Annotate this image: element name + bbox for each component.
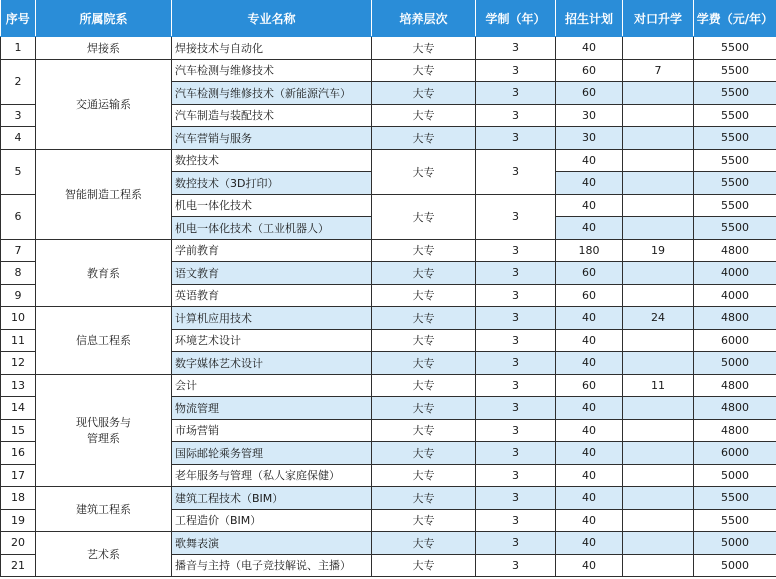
cell-level: 大专 <box>372 104 476 127</box>
cell-fee: 4000 <box>694 262 776 285</box>
cell-years: 3 <box>476 37 556 60</box>
cell-level: 大专 <box>372 374 476 397</box>
cell-department: 建筑工程系 <box>36 487 172 532</box>
cell-plan: 40 <box>556 352 623 375</box>
cell-years: 3 <box>476 329 556 352</box>
cell-plan: 40 <box>556 194 623 217</box>
cell-plan: 40 <box>556 172 623 195</box>
table-row <box>1 37 776 60</box>
cell-fee: 5500 <box>694 217 776 240</box>
cell-plan: 40 <box>556 554 623 577</box>
cell-seq: 16 <box>1 442 36 465</box>
cell-years: 3 <box>476 464 556 487</box>
table-row <box>1 59 776 82</box>
cell-fee: 6000 <box>694 442 776 465</box>
cell-seq: 4 <box>1 127 36 150</box>
cell-seq: 5 <box>1 149 36 194</box>
header-duikou: 对口升学 <box>623 0 694 37</box>
cell-fee: 5000 <box>694 554 776 577</box>
table-row <box>1 374 776 397</box>
cell-plan: 60 <box>556 262 623 285</box>
cell-seq: 7 <box>1 239 36 262</box>
table-row <box>1 239 776 262</box>
cell-years: 3 <box>476 352 556 375</box>
cell-fee: 5500 <box>694 59 776 82</box>
cell-major: 歌舞表演 <box>172 532 372 555</box>
cell-plan: 40 <box>556 464 623 487</box>
cell-department: 焊接系 <box>36 37 172 60</box>
cell-fee: 5000 <box>694 532 776 555</box>
cell-major: 播音与主持（电子竞技解说、主播） <box>172 554 372 577</box>
cell-seq: 14 <box>1 397 36 420</box>
cell-seq: 19 <box>1 509 36 532</box>
cell-plan: 40 <box>556 149 623 172</box>
cell-major: 数字媒体艺术设计 <box>172 352 372 375</box>
cell-plan: 40 <box>556 509 623 532</box>
cell-level: 大专 <box>372 59 476 82</box>
cell-level: 大专 <box>372 307 476 330</box>
cell-fee: 5500 <box>694 37 776 60</box>
cell-fee: 5500 <box>694 82 776 105</box>
cell-level: 大专 <box>372 82 476 105</box>
cell-major: 市场营销 <box>172 419 372 442</box>
cell-years: 3 <box>476 59 556 82</box>
cell-plan: 60 <box>556 82 623 105</box>
cell-level: 大专 <box>372 509 476 532</box>
cell-years: 3 <box>476 442 556 465</box>
table-row <box>1 149 776 172</box>
cell-duikou <box>623 104 694 127</box>
cell-plan: 40 <box>556 217 623 240</box>
cell-level: 大专 <box>372 37 476 60</box>
cell-level: 大专 <box>372 329 476 352</box>
cell-fee: 5500 <box>694 127 776 150</box>
cell-duikou <box>623 149 694 172</box>
cell-years: 3 <box>476 487 556 510</box>
cell-major: 汽车检测与维修技术 <box>172 59 372 82</box>
cell-plan: 40 <box>556 307 623 330</box>
cell-level: 大专 <box>372 532 476 555</box>
cell-seq: 12 <box>1 352 36 375</box>
cell-duikou <box>623 554 694 577</box>
cell-duikou <box>623 172 694 195</box>
cell-major: 焊接技术与自动化 <box>172 37 372 60</box>
cell-plan: 40 <box>556 419 623 442</box>
cell-plan: 180 <box>556 239 623 262</box>
header-years: 学制（年） <box>476 0 556 37</box>
cell-years: 3 <box>476 397 556 420</box>
cell-major: 学前教育 <box>172 239 372 262</box>
cell-duikou <box>623 284 694 307</box>
cell-department: 智能制造工程系 <box>36 149 172 239</box>
cell-seq: 11 <box>1 329 36 352</box>
header-plan: 招生计划 <box>556 0 623 37</box>
cell-years: 3 <box>476 284 556 307</box>
cell-fee: 5500 <box>694 104 776 127</box>
cell-fee: 4000 <box>694 284 776 307</box>
cell-plan: 40 <box>556 442 623 465</box>
cell-fee: 5500 <box>694 172 776 195</box>
cell-major: 建筑工程技术（BIM） <box>172 487 372 510</box>
cell-years: 3 <box>476 554 556 577</box>
cell-years: 3 <box>476 374 556 397</box>
cell-major: 汽车营销与服务 <box>172 127 372 150</box>
cell-major: 会计 <box>172 374 372 397</box>
cell-years: 3 <box>476 194 556 239</box>
cell-major: 环境艺术设计 <box>172 329 372 352</box>
cell-seq: 2 <box>1 59 36 104</box>
cell-level: 大专 <box>372 397 476 420</box>
cell-department: 教育系 <box>36 239 172 307</box>
cell-major: 机电一体化技术（工业机器人） <box>172 217 372 240</box>
table-row <box>1 487 776 510</box>
cell-duikou: 19 <box>623 239 694 262</box>
cell-level: 大专 <box>372 487 476 510</box>
cell-duikou <box>623 397 694 420</box>
cell-plan: 40 <box>556 487 623 510</box>
cell-major: 语文教育 <box>172 262 372 285</box>
cell-level: 大专 <box>372 464 476 487</box>
cell-seq: 9 <box>1 284 36 307</box>
cell-duikou <box>623 329 694 352</box>
cell-plan: 40 <box>556 37 623 60</box>
header-seq: 序号 <box>1 0 36 37</box>
cell-major: 物流管理 <box>172 397 372 420</box>
cell-level: 大专 <box>372 419 476 442</box>
cell-duikou <box>623 37 694 60</box>
cell-duikou <box>623 82 694 105</box>
cell-seq: 8 <box>1 262 36 285</box>
cell-years: 3 <box>476 239 556 262</box>
table-row <box>1 307 776 330</box>
cell-duikou: 24 <box>623 307 694 330</box>
cell-seq: 10 <box>1 307 36 330</box>
cell-duikou <box>623 127 694 150</box>
cell-department: 现代服务与管理系 <box>36 374 172 487</box>
cell-seq: 6 <box>1 194 36 239</box>
cell-duikou <box>623 464 694 487</box>
cell-fee: 4800 <box>694 374 776 397</box>
cell-duikou: 7 <box>623 59 694 82</box>
cell-level: 大专 <box>372 262 476 285</box>
cell-department: 信息工程系 <box>36 307 172 375</box>
cell-duikou <box>623 509 694 532</box>
table-header-row <box>1 0 776 37</box>
table-row <box>1 532 776 555</box>
cell-department: 艺术系 <box>36 532 172 577</box>
cell-duikou <box>623 487 694 510</box>
cell-fee: 5000 <box>694 352 776 375</box>
cell-years: 3 <box>476 127 556 150</box>
cell-major: 计算机应用技术 <box>172 307 372 330</box>
cell-level: 大专 <box>372 284 476 307</box>
cell-seq: 3 <box>1 104 36 127</box>
cell-duikou: 11 <box>623 374 694 397</box>
cell-seq: 15 <box>1 419 36 442</box>
cell-duikou <box>623 532 694 555</box>
header-fee: 学费（元/年） <box>694 0 776 37</box>
cell-duikou <box>623 442 694 465</box>
cell-duikou <box>623 194 694 217</box>
header-major: 专业名称 <box>172 0 372 37</box>
cell-major: 数控技术（3D打印） <box>172 172 372 195</box>
cell-seq: 21 <box>1 554 36 577</box>
cell-level: 大专 <box>372 352 476 375</box>
cell-level: 大专 <box>372 239 476 262</box>
cell-department: 交通运输系 <box>36 59 172 149</box>
cell-major: 汽车制造与装配技术 <box>172 104 372 127</box>
cell-level: 大专 <box>372 127 476 150</box>
cell-fee: 5500 <box>694 509 776 532</box>
cell-fee: 5000 <box>694 464 776 487</box>
cell-fee: 4800 <box>694 307 776 330</box>
cell-plan: 30 <box>556 127 623 150</box>
cell-seq: 17 <box>1 464 36 487</box>
cell-duikou <box>623 352 694 375</box>
cell-major: 工程造价（BIM） <box>172 509 372 532</box>
cell-level: 大专 <box>372 442 476 465</box>
cell-duikou <box>623 262 694 285</box>
cell-duikou <box>623 217 694 240</box>
cell-plan: 60 <box>556 284 623 307</box>
cell-plan: 60 <box>556 59 623 82</box>
cell-years: 3 <box>476 307 556 330</box>
cell-years: 3 <box>476 509 556 532</box>
cell-fee: 5500 <box>694 487 776 510</box>
cell-level: 大专 <box>372 194 476 239</box>
cell-years: 3 <box>476 82 556 105</box>
cell-years: 3 <box>476 262 556 285</box>
cell-level: 大专 <box>372 554 476 577</box>
cell-years: 3 <box>476 532 556 555</box>
cell-fee: 4800 <box>694 397 776 420</box>
cell-seq: 13 <box>1 374 36 397</box>
cell-fee: 4800 <box>694 419 776 442</box>
cell-major: 国际邮轮乘务管理 <box>172 442 372 465</box>
cell-level: 大专 <box>372 149 476 194</box>
cell-major: 机电一体化技术 <box>172 194 372 217</box>
cell-seq: 18 <box>1 487 36 510</box>
header-level: 培养层次 <box>372 0 476 37</box>
cell-duikou <box>623 419 694 442</box>
cell-fee: 5500 <box>694 149 776 172</box>
cell-major: 数控技术 <box>172 149 372 172</box>
cell-seq: 1 <box>1 37 36 60</box>
cell-plan: 40 <box>556 329 623 352</box>
header-department: 所属院系 <box>36 0 172 37</box>
cell-plan: 60 <box>556 374 623 397</box>
cell-plan: 30 <box>556 104 623 127</box>
cell-plan: 40 <box>556 532 623 555</box>
cell-fee: 6000 <box>694 329 776 352</box>
cell-major: 汽车检测与维修技术（新能源汽车） <box>172 82 372 105</box>
cell-seq: 20 <box>1 532 36 555</box>
cell-major: 英语教育 <box>172 284 372 307</box>
cell-plan: 40 <box>556 397 623 420</box>
cell-fee: 5500 <box>694 194 776 217</box>
cell-major: 老年服务与管理（私人家庭保健） <box>172 464 372 487</box>
cell-years: 3 <box>476 104 556 127</box>
cell-years: 3 <box>476 419 556 442</box>
cell-fee: 4800 <box>694 239 776 262</box>
cell-years: 3 <box>476 149 556 194</box>
